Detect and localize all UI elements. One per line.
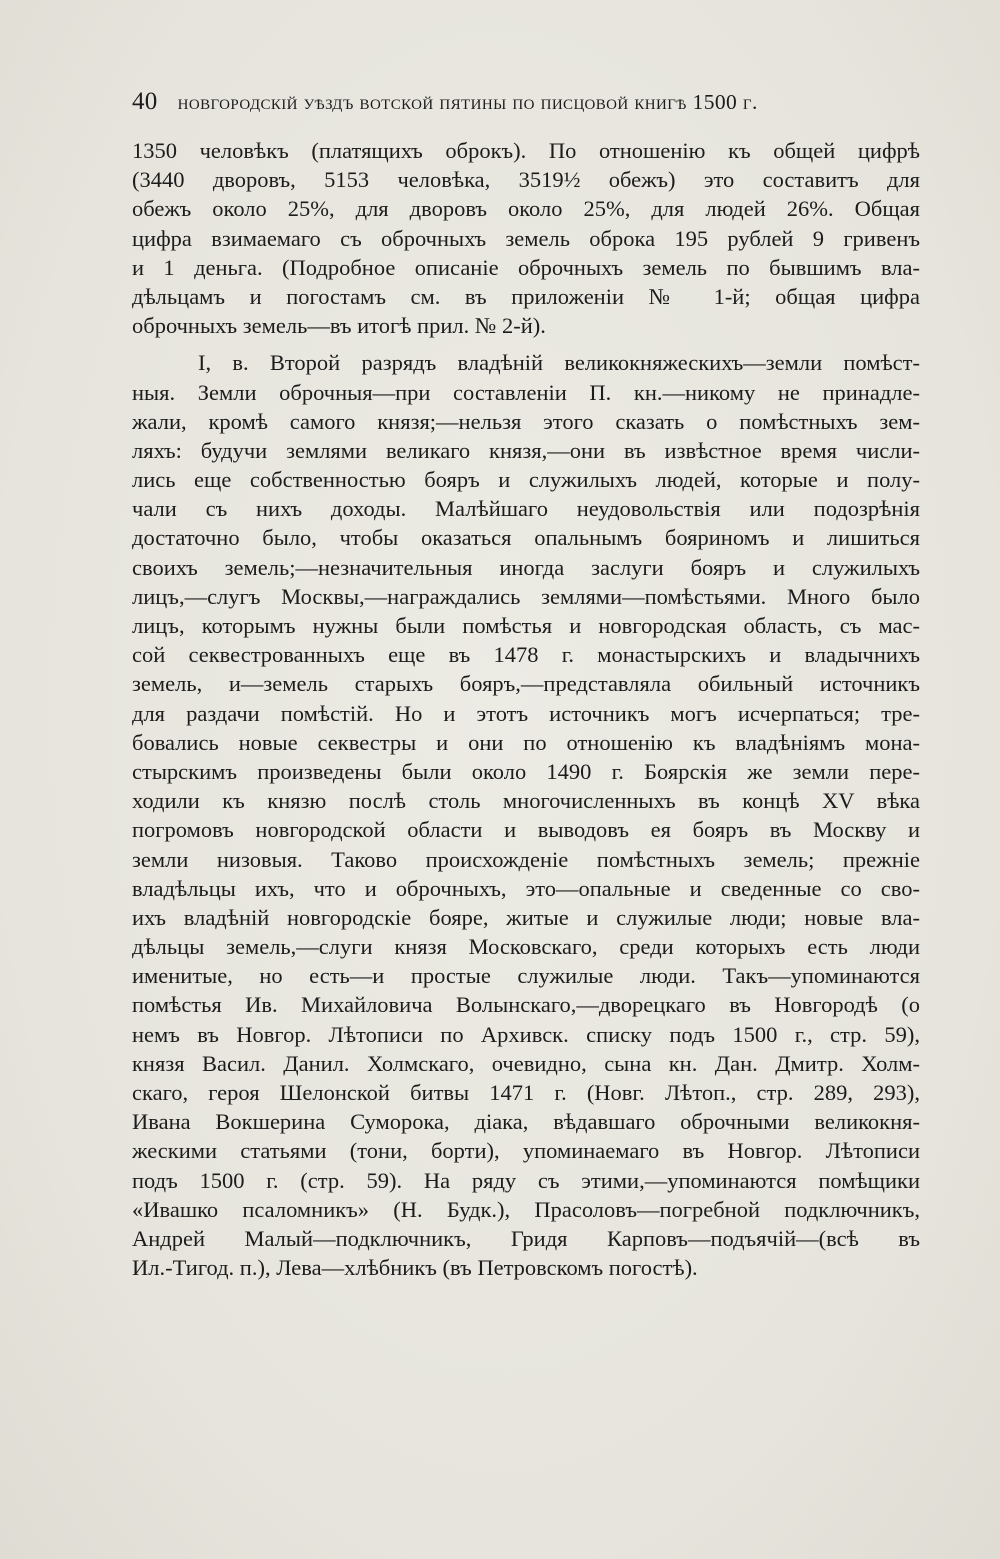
text-line: оброчныхъ земель—въ итогѣ прил. № 2-й).	[132, 313, 546, 339]
text-line: Андрей Малый—подключникъ, Гридя Карповъ—подъячій—(всѣ въ	[132, 1225, 920, 1251]
text-line: чали съ нихъ доходы. Малѣйшаго неудовольствія или подозрѣнія	[132, 496, 920, 522]
text-line: цифра взимаемаго съ оброчныхъ земель оброка 195 рублей 9 гривенъ	[132, 225, 920, 251]
text-line: подъ 1500 г. (стр. 59). На ряду съ этими,—упоминаются помѣщики	[132, 1167, 920, 1193]
text-line: владѣльцы ихъ, что и оброчныхъ, это—опальные и сведенные со сво-	[132, 875, 920, 901]
text-line: и 1 деньга. (Подробное описаніе оброчныхъ земель по бывшимъ вла-	[132, 254, 920, 280]
text-line: ихъ владѣній новгородскіе бояре, житые и служилые люди; новые вла-	[132, 904, 920, 930]
text-line: ныя. Земли оброчныя—при составленіи П. кн.—никому не принадле-	[132, 379, 920, 405]
text-line: для раздачи помѣстій. Но и этотъ источникъ могъ исчерпаться; тре-	[132, 700, 920, 726]
page-number: 40	[132, 88, 158, 115]
text-line: скаго, героя Шелонской битвы 1471 г. (Новг. Лѣтоп., стр. 289, 293),	[132, 1080, 920, 1105]
text-line: лицъ,—слугъ Москвы,—награждались землями—помѣстьями. Много было	[132, 583, 920, 609]
text-line: своихъ земель;—незначительныя иногда заслуги бояръ и служилыхъ	[132, 554, 920, 580]
text-line: Ивана Вокшерина Суморока, діака, вѣдавшаго оброчными великокня-	[132, 1109, 920, 1135]
text-line: лись еще собственностью бояръ и служилыхъ людей, которые и полу-	[132, 467, 920, 493]
text-line: жескими статьями (тони, борти), упоминаемаго въ Новгор. Лѣтописи	[132, 1138, 920, 1164]
text-line: дѣльцы земель,—слуги князя Московскаго, среди которыхъ есть люди	[132, 934, 920, 960]
text-line: Ил.-Тигод. п.), Лева—хлѣбникъ (въ Петровскомъ погостѣ).	[132, 1255, 698, 1281]
text-line: дѣльцамъ и погостамъ см. въ приложеніи № 1-й; общая цифра	[132, 283, 920, 309]
text-line: князя Васил. Данил. Холмскаго, очевидно, сына кн. Дан. Дмитр. Холм-	[132, 1050, 920, 1076]
text-line: «Ивашко псаломникъ» (Н. Будк.), Прасоловъ—погребной подключникъ,	[132, 1196, 920, 1222]
text-line: земли низовыя. Таково происхожденіе помѣстныхъ земель; прежніе	[132, 846, 920, 872]
text-line: немъ въ Новгор. Лѣтописи по Архивск. списку подъ 1500 г., стр. 59),	[132, 1021, 920, 1047]
text-line: именитые, но есть—и простые служилые люди. Такъ—упоминаются	[132, 963, 920, 989]
text-line: достаточно было, чтобы оказаться опальнымъ бояриномъ и лишиться	[132, 525, 920, 551]
paragraph-1	[132, 136, 920, 340]
text-line: (3440 дворовъ, 5153 человѣка, 3519½ обежъ) это составитъ для	[132, 167, 920, 193]
text-line: ходили къ князю послѣ столь многочисленныхъ въ концѣ XV вѣка	[132, 788, 920, 814]
text-line: земель, и—земель старыхъ бояръ,—представляла обильный источникъ	[132, 671, 920, 697]
text-line: стырскимъ произведены были около 1490 г. Боярскія же земли пере-	[132, 758, 920, 784]
running-title: новгородскій уѣздъ вотской пятины по писцовой книгѣ 1500 г.	[177, 90, 758, 114]
text-line: бовались новые секвестры и они по отношенію къ владѣніямъ мона-	[132, 729, 920, 755]
text-line: помѣстья Ив. Михайловича Волынскаго,—дворецкаго въ Новгородѣ (о	[132, 992, 920, 1018]
text-line: лицъ, которымъ нужны были помѣстья и новгородская область, съ мас-	[132, 613, 920, 638]
text-line: жали, кромѣ самого князя;—нельзя этого сказать о помѣстныхъ зем-	[132, 408, 920, 434]
text-line: обежъ около 25%, для дворовъ около 25%, для людей 26%. Общая	[132, 196, 920, 222]
body-text	[132, 136, 920, 1282]
text-line: 1350 человѣкъ (платящихъ оброкъ). По отношенію къ общей цифрѣ	[132, 138, 920, 163]
page-header	[132, 88, 892, 116]
text-line: I, в. Второй разрядъ владѣній великокняжескихъ—земли помѣст-	[198, 350, 920, 376]
text-line: ляхъ: будучи землями великаго князя,—они въ извѣстное время числи-	[132, 437, 920, 463]
text-line: погромовъ новгородской области и выводовъ ея бояръ въ Москву и	[132, 817, 920, 843]
paragraph-2	[132, 348, 920, 1282]
text-line: сой секвестрованныхъ еще въ 1478 г. монастырскихъ и владычнихъ	[132, 642, 920, 668]
